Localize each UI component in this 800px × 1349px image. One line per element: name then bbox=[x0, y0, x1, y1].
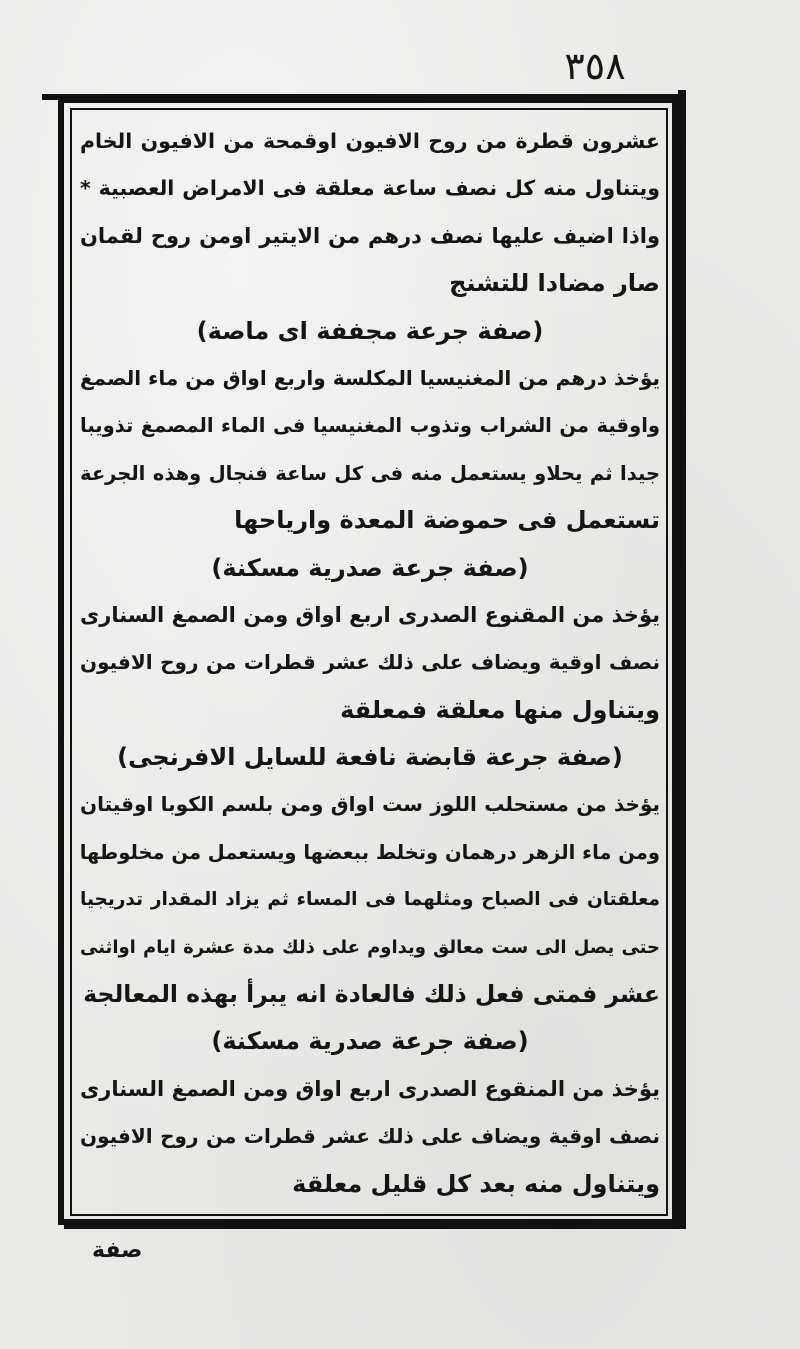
section-heading: (صفة جرعة قابضة نافعة للسايل الافرنجى) bbox=[117, 743, 623, 772]
frame-right-rule bbox=[678, 90, 686, 1222]
text-line: واذا اضيف عليها نصف درهم من الايتير اومن روح لقمان bbox=[80, 223, 660, 248]
page-number: ٣٥٨ bbox=[564, 44, 626, 88]
section-heading: (صفة جرعة مجففة اى ماصة) bbox=[196, 316, 544, 345]
body-text bbox=[80, 118, 660, 1208]
text-line: ويتناول منه كل نصف ساعة معلقة فى الامراض العصبية * bbox=[80, 176, 660, 201]
text-line: صار مضادا للتشنج bbox=[449, 269, 660, 298]
text-line: ومن ماء الزهر درهمان وتخلط ببعضها ويستعمل من مخلوطها bbox=[80, 840, 660, 864]
text-line: يؤخذ من المقنوع الصدرى اربع اواق ومن الصمغ السنارى bbox=[80, 602, 660, 627]
section-heading: (صفة جرعة صدرية مسكنة) bbox=[211, 1027, 529, 1056]
text-line: نصف اوقية ويضاف على ذلك عشر قطرات من روح الافيون bbox=[80, 650, 660, 675]
section-heading: (صفة جرعة صدرية مسكنة) bbox=[211, 553, 529, 582]
frame-bottom-rule bbox=[64, 1222, 686, 1229]
text-line: نصف اوقية ويضاف على ذلك عشر قطرات من روح الافيون bbox=[80, 1124, 660, 1149]
text-line: عشرون قطرة من روح الافيون اوقمحة من الافيون الخام bbox=[80, 129, 660, 153]
text-line: يؤخذ من المنقوع الصدرى اربع اواق ومن الصمغ السنارى bbox=[80, 1076, 660, 1101]
text-line: حتى يصل الى ست معالق ويداوم على ذلك مدة عشرة ايام اواثنى bbox=[80, 936, 660, 958]
text-line: ويتناول منها معلقة فمعلقة bbox=[340, 695, 660, 724]
text-line: عشر فمتى فعل ذلك فالعادة انه يبرأ بهذه المعالجة bbox=[83, 980, 660, 1009]
text-line: يؤخذ من مستحلب اللوز ست اواق ومن بلسم الكوبا اوقيتان bbox=[80, 792, 660, 817]
text-line: معلقتان فى الصباح ومثلهما فى المساء ثم يزاد المقدار تدريجيا bbox=[80, 889, 660, 911]
text-line: ويتناول منه بعد كل قليل معلقة bbox=[292, 1169, 660, 1198]
text-line: جيدا ثم يحلاو يستعمل منه فى كل ساعة فنجال وهذه الجرعة bbox=[80, 461, 660, 485]
catchword: صفة bbox=[92, 1238, 143, 1263]
text-line: واوقية من الشراب وتذوب المغنيسيا فى الماء المصمغ تذويبا bbox=[80, 414, 660, 438]
text-line: يؤخذ درهم من المغنيسيا المكلسة واربع اواق من ماء الصمغ bbox=[80, 365, 660, 390]
text-line: تستعمل فى حموضة المعدة وارياحها bbox=[234, 506, 660, 535]
